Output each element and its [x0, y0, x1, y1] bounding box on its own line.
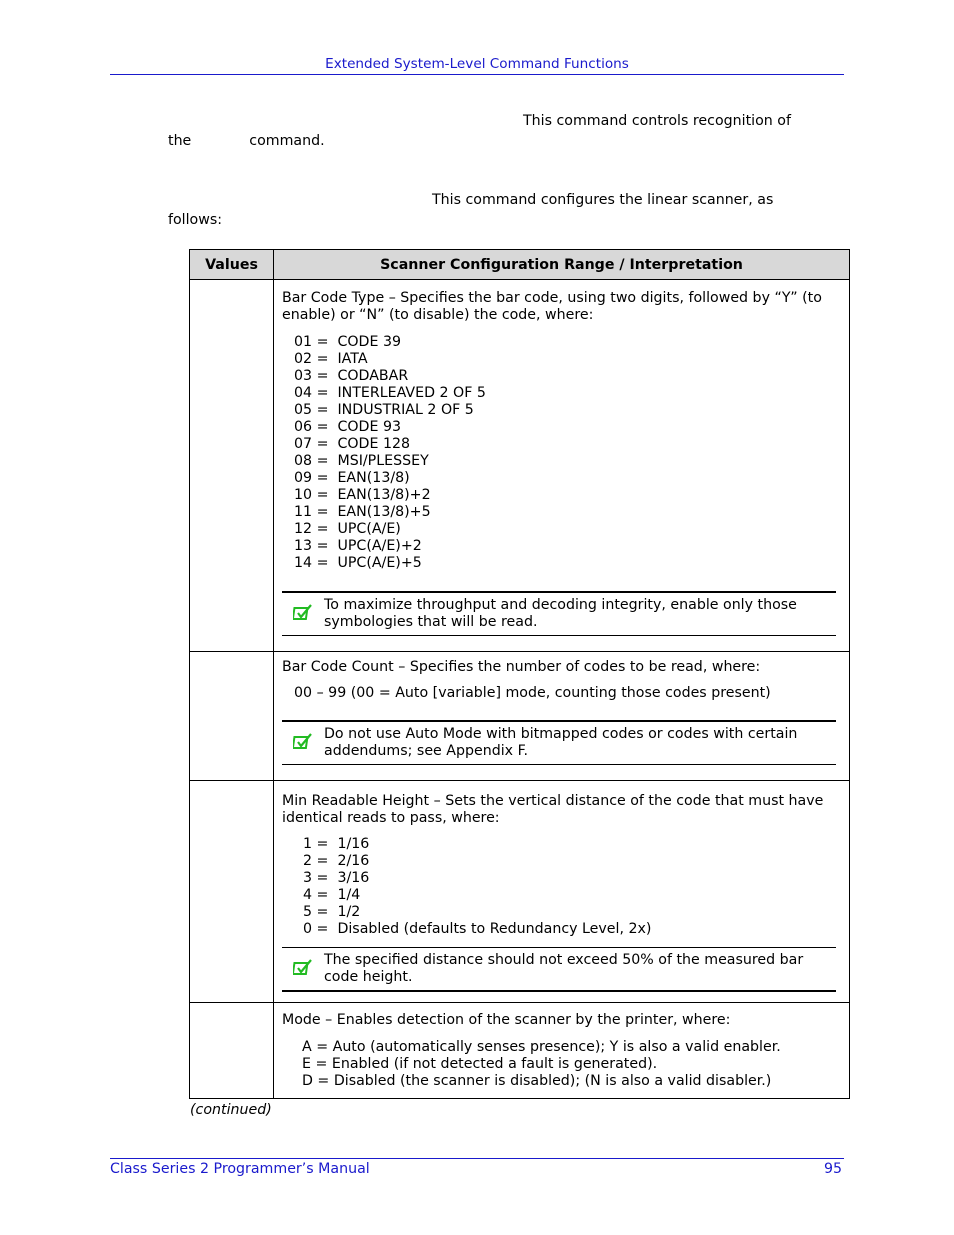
table-row: [190, 280, 850, 652]
note-text: The specified distance should not exceed 50% of the measured bar code height.: [324, 952, 804, 985]
intro-paragraph-1: [168, 111, 820, 151]
range-cell: [274, 781, 850, 1003]
table-header-row: [190, 250, 850, 280]
intro-text: command.: [249, 133, 325, 149]
range-cell: [274, 280, 850, 652]
intro-text: This command controls recognition of: [523, 113, 791, 129]
check-box-icon: [282, 952, 324, 976]
footer-rule: [110, 1158, 844, 1159]
values-cell: [190, 1003, 274, 1099]
list-item: 5 = 1/2: [303, 904, 361, 920]
list-item: 3 = 3/16: [303, 870, 370, 886]
check-box-icon: [282, 597, 324, 621]
list-item: 4 = 1/4: [303, 887, 361, 903]
intro-text: the: [168, 133, 192, 149]
list-item: 0 = Disabled (defaults to Redundancy Level, 2x): [303, 921, 652, 937]
footer-manual-title: Class Series 2 Programmer’s Manual: [110, 1161, 370, 1177]
column-header-values: Values: [190, 250, 274, 280]
range-cell: [274, 1003, 850, 1099]
code-list: [282, 334, 836, 572]
values-cell: [190, 781, 274, 1003]
list-item: 14 = UPC(A/E)+5: [294, 555, 422, 571]
table-row: [190, 652, 850, 781]
check-box-icon: [282, 726, 324, 750]
note-text: Do not use Auto Mode with bitmapped codes or codes with certain addendums; see Appendix F.: [324, 726, 798, 759]
table-row: [190, 1003, 850, 1099]
running-header: Extended System-Level Command Functions: [325, 56, 629, 72]
list-item: 01 = CODE 39: [294, 334, 401, 350]
list-item: 10 = EAN(13/8)+2: [294, 487, 431, 503]
values-cell: [190, 280, 274, 652]
list-item: 09 = EAN(13/8): [294, 470, 410, 486]
note-text: To maximize throughput and decoding integrity, enable only those symbologies that will be read.: [324, 597, 797, 630]
range-cell: [274, 652, 850, 781]
values-cell: [190, 652, 274, 781]
row-description: Min Readable Height – Sets the vertical distance of the code that must have identical reads to pass, where:: [282, 793, 824, 826]
intro-text: follows:: [168, 212, 223, 228]
list-item: 08 = MSI/PLESSEY: [294, 453, 429, 469]
intro-paragraph-2: [168, 190, 820, 230]
note-box: [282, 591, 836, 636]
row-description: Mode – Enables detection of the scanner by the printer, where:: [282, 1012, 731, 1028]
list-item: 04 = INTERLEAVED 2 OF 5: [294, 385, 486, 401]
note-box: [282, 720, 836, 765]
mode-list: [282, 1039, 836, 1090]
scanner-config-table: [189, 249, 850, 1099]
intro-text: This command configures the linear scanner, as: [432, 192, 774, 208]
continued-label: (continued): [190, 1102, 272, 1118]
list-item: D = Disabled (the scanner is disabled); (N is also a valid disabler.): [302, 1073, 772, 1089]
list-item: E = Enabled (if not detected a fault is generated).: [302, 1056, 658, 1072]
list-item: 06 = CODE 93: [294, 419, 401, 435]
header-rule: [110, 74, 844, 75]
list-item: 11 = EAN(13/8)+5: [294, 504, 431, 520]
list-item: 1 = 1/16: [303, 836, 370, 852]
list-item: 12 = UPC(A/E): [294, 521, 401, 537]
page-number: 95: [823, 1161, 842, 1177]
row-description: Bar Code Count – Specifies the number of codes to be read, where:: [282, 659, 761, 675]
list-item: 05 = INDUSTRIAL 2 OF 5: [294, 402, 474, 418]
note-box: [282, 947, 836, 992]
height-list: [282, 836, 836, 938]
list-item: A = Auto (automatically senses presence); Y is also a valid enabler.: [302, 1039, 781, 1055]
list-item: 02 = IATA: [294, 351, 368, 367]
list-item: 03 = CODABAR: [294, 368, 409, 384]
column-header-range: Scanner Configuration Range / Interpretation: [274, 250, 850, 280]
list-item: 2 = 2/16: [303, 853, 370, 869]
list-item: 00 – 99 (00 = Auto [variable] mode, counting those codes present): [294, 685, 771, 701]
table-row: [190, 781, 850, 1003]
row-description: Bar Code Type – Specifies the bar code, using two digits, followed by “Y” (to enable) or “N” (to disable) the code, where:: [282, 290, 822, 323]
list-item: 13 = UPC(A/E)+2: [294, 538, 422, 554]
count-list: [282, 685, 836, 702]
list-item: 07 = CODE 128: [294, 436, 411, 452]
